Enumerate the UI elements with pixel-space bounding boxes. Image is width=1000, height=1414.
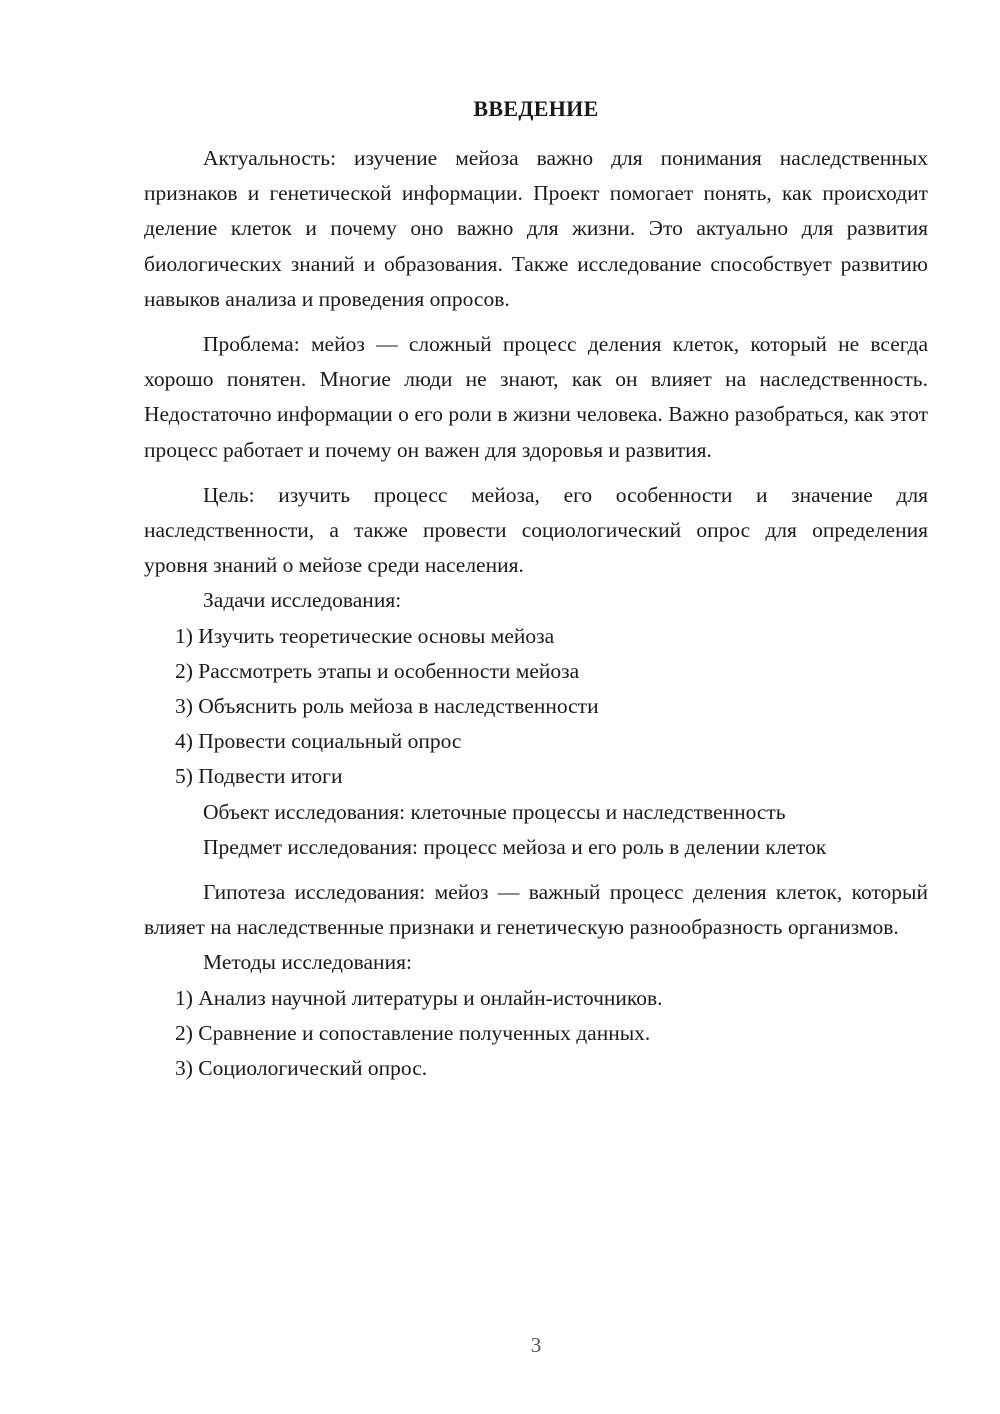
page-title: ВВЕДЕНИЕ [473,96,599,121]
hypothesis-paragraph: Гипотеза исследования: мейоз — важный процесс деления клеток, который влияет на наследственные признаки и генетическую разнообразность организмов. [144,880,928,940]
goal-paragraph: Цель: изучить процесс мейоза, его особенности и значение для наследственности, а также провести социологический опрос для определения уровня знаний о мейозе среди населения. [144,482,928,578]
method-item: 2) Сравнение и сопоставление полученных данных. [175,1020,651,1045]
problem-paragraph: Проблема: мейоз — сложный процесс деления клеток, который не всегда хорошо понятен. Многие люди не знают, как он влияет на наследственность. Недостаточно информации о его роли в жизни человека. Важно разобраться, как этот процесс работает и почему он важен для здоровья и развития. [144,332,928,462]
task-item: 5) Подвести итоги [175,764,343,789]
method-item: 3) Социологический опрос. [175,1056,428,1081]
document-body [144,141,928,1086]
task-item: 3) Объяснить роль мейоза в наследственности [175,694,599,719]
task-item: 2) Рассмотреть этапы и особенности мейоза [175,658,580,683]
relevance-paragraph: Актуальность: изучение мейоза важно для понимания наследственных признаков и генетической информации. Проект помогает понять, как происходит деление клеток и почему оно важно для жизни. Это актуально для развития биологических знаний и образования. Также исследование способствует развитию навыков анализа и проведения опросов. [144,146,928,311]
subject-paragraph: Предмет исследования: процесс мейоза и его роль в делении клеток [203,834,827,859]
object-paragraph: Объект исследования: клеточные процессы и наследственность [203,799,786,824]
methods-heading: Методы исследования: [203,950,412,975]
tasks-heading: Задачи исследования: [203,588,402,613]
page-number: 3 [530,1333,542,1357]
task-item: 4) Провести социальный опрос [175,729,462,754]
method-item: 1) Анализ научной литературы и онлайн-источников. [175,985,663,1010]
task-item: 1) Изучить теоретические основы мейоза [175,623,555,648]
